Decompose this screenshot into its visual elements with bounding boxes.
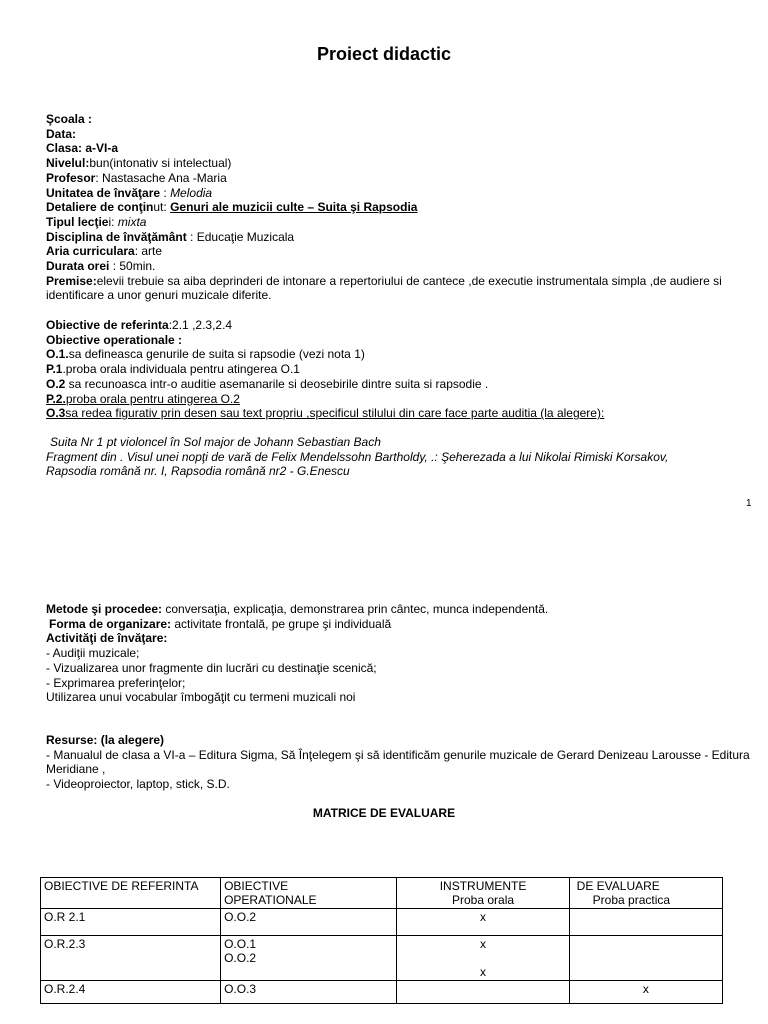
auditie-line-3: Rapsodia română nr. I, Rapsodia română nr2 - G.Enescu xyxy=(46,464,350,478)
objective-p1: P.1.proba orala individuala pentru atingerea O.1 xyxy=(46,362,300,377)
table-cell: O.R.2.4 xyxy=(41,981,221,1004)
table-cell: x x xyxy=(397,936,569,981)
page-number: 1 xyxy=(746,498,752,509)
clasa-line: Clasa: a-VI-a xyxy=(46,141,119,156)
activitate-item: - Exprimarea preferinţelor; xyxy=(46,675,186,690)
profesor-line: Profesor: Nastasache Ana -Maria xyxy=(46,170,227,185)
table-cell: x xyxy=(569,981,722,1004)
header-cell: OBIECTIVE DE REFERINTA xyxy=(41,878,221,909)
activitate-item: - Vizualizarea unor fragmente din lucrări cu destinaţie scenică; xyxy=(46,660,377,675)
obiective-operationale-heading: Obiective operationale : xyxy=(46,332,183,347)
header-cell: INSTRUMENTE Proba orala xyxy=(397,878,569,909)
resurse-block xyxy=(46,733,756,792)
activitate-item: - Audiţii muzicale; xyxy=(46,646,140,661)
objectives-block xyxy=(46,318,736,421)
scoala-line: Şcoala : xyxy=(46,112,93,126)
auditie-line-1: Suita Nr 1 pt violoncel în Sol major de Johann Sebastian Bach xyxy=(50,435,381,449)
resurse-heading: Resurse: (la alegere) xyxy=(46,733,165,747)
auditie-line-2: Fragment din . Visul unei nopţi de vară de Felix Mendelssohn Bartholdy, .: Şeherezada a lui Nikolai Rimiski Korsakov, xyxy=(46,449,669,464)
activitate-item: Utilizarea unui vocabular îmbogăţit cu termeni muzicali noi xyxy=(46,690,356,705)
objective-p2: P.2.proba orala pentru atingerea O.2 xyxy=(46,391,240,406)
table-cell: O.O.3 xyxy=(221,981,397,1004)
table-row xyxy=(41,909,723,936)
table-cell xyxy=(569,936,722,981)
nivelul-line: Nivelul:bun(intonativ si intelectual) xyxy=(46,156,232,171)
activitati-heading: Activităţi de învăţare: xyxy=(46,631,168,646)
header-info xyxy=(46,112,736,303)
data-line: Data: xyxy=(46,126,77,141)
resurse-line-2: - Videoproiector, laptop, stick, S.D. xyxy=(46,777,230,792)
header-cell: DE EVALUARE Proba practica xyxy=(569,878,722,909)
durata-line: Durata orei : 50min. xyxy=(46,259,156,274)
matrix-title: MATRICE DE EVALUARE xyxy=(312,806,456,820)
methods-block xyxy=(46,602,736,705)
objective-o3: O.3sa redea figurativ prin desen sau text propriu ,specificul stilului din care face parte auditia (la alegere): xyxy=(46,406,605,421)
header-cell: OBIECTIVE OPERATIONALE xyxy=(221,878,397,909)
table-cell: O.O.2 xyxy=(221,909,397,936)
table-row xyxy=(41,936,723,981)
table-cell: x xyxy=(397,909,569,936)
forma-line: Forma de organizare: activitate frontală, pe grupe şi individuală xyxy=(49,616,392,631)
resurse-line-1: - Manualul de clasa a VI-a – Editura Sigma, Să Înţelegem şi să identificăm genurile muzicale de Gerard Denizeau Larousse - Editura Meridiane , xyxy=(46,747,750,777)
table-cell xyxy=(397,981,569,1004)
evaluation-matrix-table xyxy=(40,877,723,1004)
obiective-referinta-line: Obiective de referinta:2.1 ,2.3,2.4 xyxy=(46,318,233,332)
metode-line: Metode şi procedee: conversaţia, explicaţia, demonstrarea prin cântec, munca independentă. xyxy=(46,602,549,616)
detaliere-line: Detaliere de conţinut: Genuri ale muzicii culte – Suita şi Rapsodia xyxy=(46,200,418,215)
premise-paragraph: Premise:elevii trebuie sa aiba deprinderi de intonare a repertoriului de cantece ,de executie instrumentala simpla ,de audiere si identificare a unor genuri muzicale diferite. xyxy=(46,273,722,303)
unitatea-line: Unitatea de învăţare : Melodia xyxy=(46,185,213,200)
page-title: Proiect didactic xyxy=(316,44,452,64)
tipul-line: Tipul lecţiei: mixta xyxy=(46,214,147,229)
table-header-row xyxy=(41,878,723,909)
table-cell: O.O.1 O.O.2 xyxy=(221,936,397,981)
table-cell: O.R 2.1 xyxy=(41,909,221,936)
auditii-list xyxy=(46,435,736,479)
table-row xyxy=(41,981,723,1004)
disciplina-line: Disciplina de învăţământ : Educaţie Muzicala xyxy=(46,229,295,244)
objective-o2: O.2 sa recunoasca intr-o auditie asemanarile si deosebirile dintre suita si rapsodie . xyxy=(46,376,489,391)
objective-o1: O.1.sa defineasca genurile de suita si rapsodie (vezi nota 1) xyxy=(46,347,365,362)
table-cell: O.R.2.3 xyxy=(41,936,221,981)
table-cell xyxy=(569,909,722,936)
aria-line: Aria curriculara: arte xyxy=(46,244,163,259)
